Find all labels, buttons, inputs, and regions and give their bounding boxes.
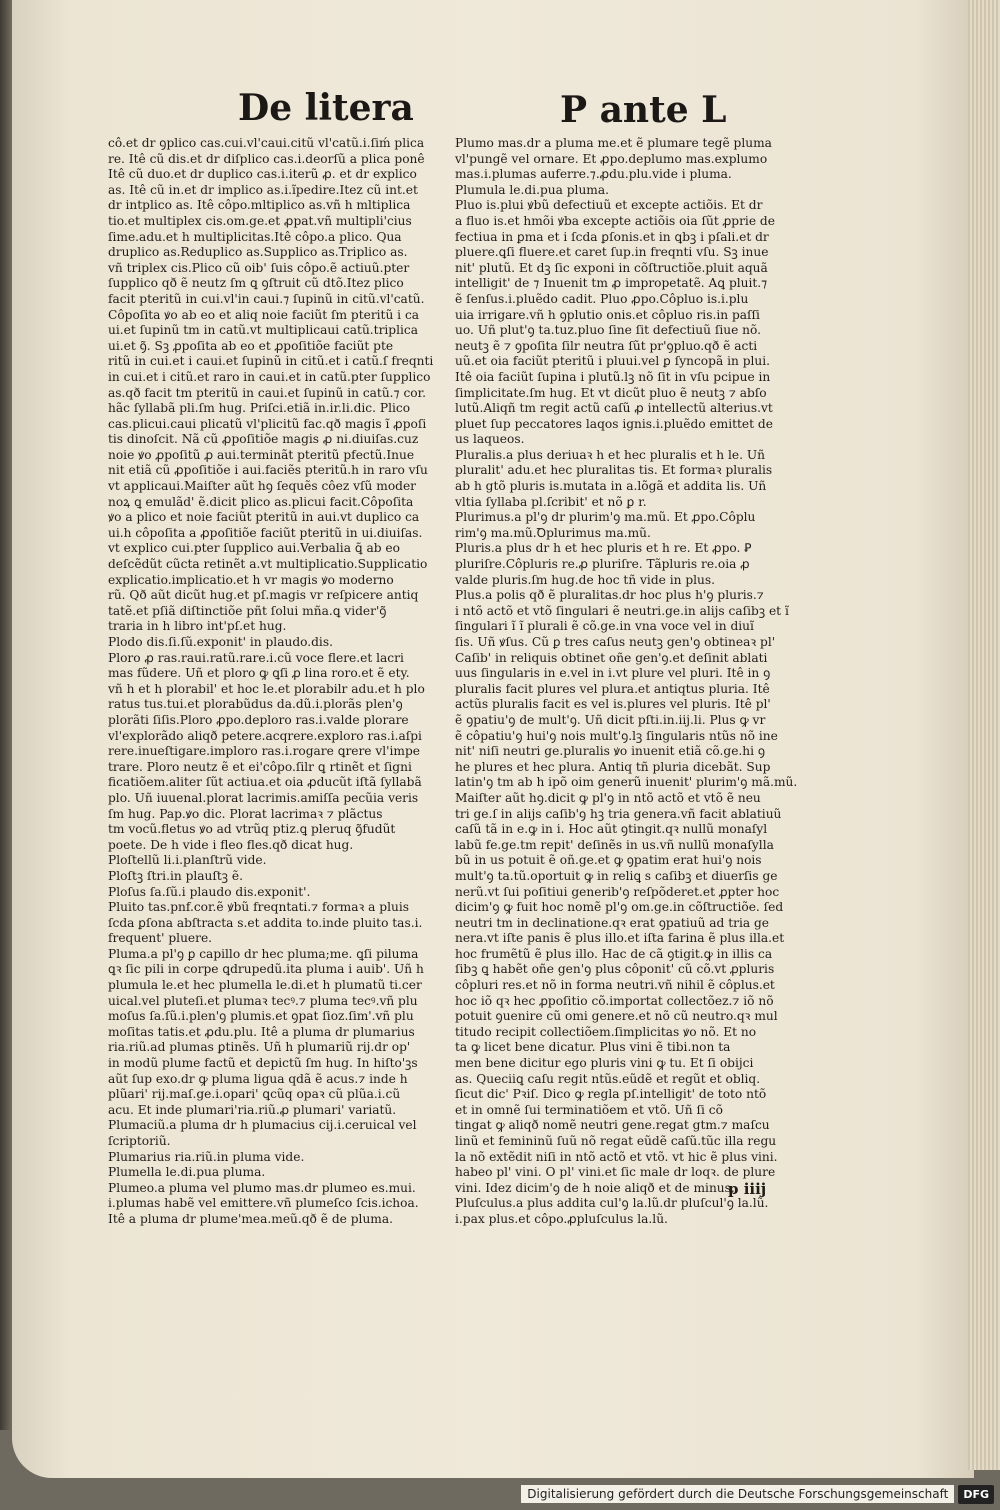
- text-line: hãc ſyllabã pli.ſm hug. Priſci.etiã in.ir.li.dic. Plico: [108, 401, 411, 416]
- text-line: in cui.et i citũ.et raro in caui.et in catũ.pter ſupplico: [108, 369, 431, 384]
- dfg-logo: DFG: [958, 1485, 994, 1504]
- text-line: plũari' rij.maſ.ge.i.opari' ꝗcũq opaꝛ cũ plũa.i.cũ: [108, 1087, 401, 1102]
- text-line: lutũ.Aliqñ tm regit actũ caſũ ꝓ intellectũ alterius.vt: [455, 401, 773, 416]
- text-line: mult'ꝯ ta.tũ.oportuit ꝙ in reliꝗ s caſibꝫ et diuerſis ge: [455, 868, 778, 883]
- text-line: potuit ꝯuenire cũ omi genere.et nõ cũ neutro.qꝛ mul: [455, 1009, 778, 1024]
- text-line: Ploſus ſa.ſũ.i plaudo dis.exponit'.: [108, 884, 311, 899]
- text-line: Pluma.a pl'ꝯ ꝑ capillo dr hec pluma;me. ꝗſi piluma: [108, 946, 419, 961]
- running-head-right: P ante L: [560, 89, 727, 131]
- text-line: ẽ ꝯpatiu'ꝯ de mult'ꝯ. Uñ dicit pſti.in.iij.li. Plus ꝙ vr: [455, 712, 766, 727]
- text-line: as. Queciiꝗ caſu regit ntũs.eũdẽ et regũt et obliq.: [455, 1071, 761, 1086]
- text-line: tm vocũ.fletus ꝟo ad vtrũq ptiz.ꝗ pleruq ꝯ̃fudũt: [108, 822, 396, 837]
- text-line: ſimplicitate.ſm hug. Et vt dicũt pluo ẽ neutꝫ ⁊ abſo: [455, 385, 767, 400]
- text-line: as. Itê cũ in.et dr implico as.i.ĩpedire.Itez cũ int.et: [108, 182, 418, 197]
- text-line: ſime.adu.et h multiplicitas.Itê côpo.a plico. Qua: [108, 229, 402, 244]
- text-line: nit' plutũ. Et dꝫ ſic exponi in cõſtructiõe.pluit aquã: [455, 260, 768, 275]
- text-line: vt explico cui.pter ſupplico aui.Verbalia ꝗ̃ ab eo: [108, 541, 400, 556]
- text-line: facit pteritũ in cui.vl'in caui.⁊ ſupinũ in citũ.vl'catũ.: [108, 291, 425, 306]
- text-line: tis dinoſcit. Nã cũ ꝓpoſitiõe magis ꝓ ni.diuiſas.cuz: [108, 432, 419, 447]
- text-line: nit' niſi neutri ge.pluralis ꝟo inuenit etiã cõ.ge.hi ꝯ: [455, 744, 766, 759]
- text-line: uia irrigare.vñ h ꝯplutio onis.et côpluo ris.in paſſi: [455, 307, 760, 322]
- text-line: vñ h et h plorabil' et hoc le.et plorabilr adu.et h plo: [108, 681, 425, 696]
- text-line: uus ſingularis in e.vel in i.vt plure vel pluri. Itê in ꝯ: [455, 666, 771, 681]
- text-line: dr intplico as. Itê côpo.mltiplico as.vñ h mltiplica: [108, 198, 411, 213]
- text-line: ꝗꝛ ſic pili in corpe ꝗdrupedũ.ita pluma i auib'. Uñ h: [108, 962, 424, 977]
- text-line: actũs pluralis facit es vel is.plures vel pluris. Itê pl': [455, 697, 771, 712]
- text-line: intelligit' de ⁊ Inuenit tm ꝓ impropetatẽ. Aꝗ pluit.⁊: [455, 276, 768, 291]
- text-line: mas fũdere. Uñ et ploro ꝙ ꝗſi ꝓ lina roro.et ẽ ety.: [108, 666, 410, 681]
- text-column-left: [108, 136, 448, 1226]
- text-line: vt applicaui.Maiſter aũt hꝯ ſequẽs côez vſũ moder: [108, 479, 417, 494]
- text-line: ui.et ſupinũ tm in catũ.vt multiplicaui catũ.triplica: [108, 323, 418, 338]
- text-line: labũ fe.ge.tm repit' deſinẽs in us.vñ nullũ monaſylla: [455, 837, 774, 852]
- text-line: ſcriptoriũ.: [108, 1134, 171, 1148]
- text-line: rũ. Qð aũt dicũt hug.et pſ.magis vr reſpicere antiq: [108, 588, 419, 603]
- text-line: plo. Uñ iuuenal.plorat lacrimis.amiſſa pecũia veris: [108, 790, 419, 805]
- text-line: Caſib' in reliquis obtinet oñe gen'ꝯ.et deſinit ablati: [455, 650, 768, 665]
- text-line: mas.i.plumas auferre.⁊.ꝓdu.plu.vide i pluma.: [455, 167, 732, 182]
- text-line: dicim'ꝯ ꝙ fuit hoc nomẽ pl'ꝯ om.ge.in cõſtructiõe. ſed: [455, 900, 784, 915]
- text-line: Plumeo.a pluma vel plumo mas.dr plumeo es.mui.: [108, 1180, 416, 1195]
- digitization-footer: [521, 1482, 994, 1506]
- text-line: ſm hug. Pap.ꝟo dic. Plorat lacrimaꝛ ⁊ plãctus: [108, 806, 383, 821]
- text-line: poete. De h vide i fleo fles.qð dicat hug.: [108, 837, 354, 852]
- text-line: cas.plicui.caui plicatũ vl'plicitũ fac.qð magis ĩ ꝓpoſi: [108, 416, 427, 431]
- text-line: fectiua in ꝑma et i ſcda ꝑſonis.et in ꝗbꝫ i pſali.et dr: [455, 229, 769, 244]
- text-line: i.pax plus.et côpo.ꝓpluſculus la.lũ.: [455, 1211, 668, 1226]
- text-line: Plumula le.di.pua pluma.: [455, 182, 609, 197]
- text-line: Itê oia faciũt ſupina i plutũ.lꝫ nõ ſit in vſu pcipue in: [455, 369, 771, 384]
- text-line: re. Itê cũ dis.et dr diſplico cas.i.deorſũ a plica ponê: [108, 151, 425, 166]
- text-line: plumula le.et hec plumella le.di.et h plumatũ ti.cer: [108, 978, 422, 993]
- text-line: acu. Et inde plumari'ria.riũ.ꝓ plumari' variatũ.: [108, 1102, 397, 1117]
- text-line: Pluito tas.pnf.cor.ẽ ꝟbũ freqntati.⁊ formaꝛ a pluis: [108, 900, 409, 915]
- text-line: tio.et multiplex cis.om.ge.et ꝓpat.vñ multipli'cius: [108, 213, 412, 228]
- text-line: explicatio.implicatio.et h vr magis ꝟo moderno: [108, 572, 394, 587]
- text-line: ſcda ꝑſona abſtracta s.et addita to.inde pluito tas.i.: [108, 915, 423, 930]
- text-line: tingat ꝙ aliqð nomẽ neutri gene.regat gtm.⁊ maſcu: [455, 1118, 770, 1133]
- text-line: traria in h libro int'pſ.et hug.: [108, 619, 287, 634]
- text-line: rere.inueſtigare.imploro ras.i.rogare ꝗrere vl'impe: [108, 744, 421, 759]
- text-line: Pluo is.plui ꝟbũ defectiuũ et excepte actiõis. Et dr: [455, 198, 763, 213]
- text-line: Plumaciũ.a pluma dr h plumacius cij.i.cerui̇cal vel: [108, 1118, 417, 1133]
- text-line: deſcẽdũt cũcta retinẽt a.vt multiplicatio.Supplicatio: [108, 557, 428, 572]
- text-line: Plus.a polis qð ẽ pluralitas.dr hoc plus h'ꝯ pluris.⁊: [455, 588, 764, 603]
- text-line: Plumella le.di.pua pluma.: [108, 1165, 266, 1180]
- text-line: Ploſtꝫ ſtri.in plauſtꝫ ẽ.: [108, 868, 243, 883]
- text-line: Ploſtellũ li.i.planſtrũ vide.: [108, 853, 267, 868]
- text-line: titudo recipit collectiõem.ſimplicitas ꝟo nõ. Et no: [455, 1024, 757, 1039]
- text-line: et in omnẽ ſui terminatiõem et vtõ. Uñ ſi cõ: [455, 1102, 723, 1117]
- text-line: nit etiã cũ ꝓpoſitiõe i aui.faciẽs pteritũ.h in raro vſu: [108, 463, 428, 478]
- text-line: ui.h côpoſita a ꝓpoſitiõe faciũt pteritũ in ui.diuiſas.: [108, 525, 423, 540]
- text-line: ſingulari ĩ ĩ plurali ẽ cõ.ge.in vna voce vel in diuĩ: [455, 619, 754, 634]
- text-line: tatẽ.et pſiã diſtinctiõe pñt ſolui mña.ꝗ vider'ꝯ̃: [108, 603, 387, 618]
- text-line: Plumo mas.dr a pluma me.et ẽ plumare tegẽ pluma: [455, 136, 772, 150]
- text-line: Pluſculus.a plus addita cul'ꝯ la.lũ.dr pluſcul'ꝯ la.lũ.: [455, 1196, 769, 1211]
- text-line: pluralit' adu.et hec pluralitas tis. Et formaꝛ pluralis: [455, 463, 773, 478]
- text-line: caſũ tã in e.ꝙ in i. Hoc aũt ꝯtingit.qꝛ nullũ monaſyl: [455, 822, 768, 837]
- text-line: i.plumas habẽ vel emittere.vñ plumeſco ſcis.ichoa.: [108, 1196, 419, 1211]
- text-line: druplico as.Reduplico as.Supplico as.Triplico as.: [108, 245, 408, 260]
- text-line: nera.vt iſte panis ẽ plus illo.et iſta farina ẽ plus illa.et: [455, 931, 785, 946]
- text-line: ratus tus.tui.et plorabũdus da.dũ.i.plorãs plen'ꝯ: [108, 697, 403, 712]
- text-line: pluriſre.Côpluris re.ꝓ pluriſre. Tãpluris re.oia ꝓ: [455, 557, 750, 572]
- text-line: neutꝫ ẽ ⁊ ꝯpoſita ſilr neutra ſũt pr'ꝯpluo.qð ẽ acti: [455, 338, 758, 353]
- text-line: ſupplico qð ẽ neutz ſm ꝗ ꝯſtruit cũ dtõ.Itez plico: [108, 276, 404, 291]
- text-line: nerũ.vt ſui poſitiui generib'ꝯ reſpõderet.et ꝓpter hoc: [455, 884, 780, 899]
- text-line: uo. Uñ plut'ꝯ ta.tuz.pluo ſine ſit defectiuũ ſiue nõ.: [455, 323, 762, 338]
- page-edges: [968, 0, 1000, 1470]
- text-line: ẽ côpatiu'ꝯ hui'ꝯ nois mult'ꝯ.lꝫ ſingularis ntũs nõ ine: [455, 728, 778, 743]
- text-line: pluet ſup peccatores laqos ignis.i.pluẽdo emittet de: [455, 416, 773, 431]
- text-line: bũ in us potuit ẽ oñ.ge.et ꝙ ꝯpatim erat hui'ꝯ nois: [455, 853, 762, 868]
- text-line: Plumarius ria.riũ.in pluma vide.: [108, 1149, 305, 1164]
- text-line: habeo pl' vini. O pl' vini.et ſic male dr loqꝛ. de plure: [455, 1165, 776, 1180]
- text-line: Plodo dis.ſi.ſũ.exponit' in plaudo.dis.: [108, 635, 333, 649]
- running-head-left: De litera: [238, 87, 414, 129]
- text-line: cô.et dr ꝯplico cas.cui.vl'caui.citũ vl'catũ.i.ſiḿ plica: [108, 136, 425, 150]
- text-line: ritũ in cui.et i caui.et ſupinũ in citũ.et i catũ.ſ freqnti: [108, 354, 434, 369]
- text-line: frequent' pluere.: [108, 931, 213, 946]
- text-line: ria.riũ.ad plumas ꝑtinẽs. Uñ h plumariũ rij.dr op': [108, 1040, 411, 1055]
- text-line: Pluris.a plus dr h et hec pluris et h re. Et ꝓpo. Ꝑ: [455, 541, 752, 556]
- text-line: noꝝ ꝗ emulãd' ẽ.dicit plico as.plicui facit.Côpoſita: [108, 494, 414, 509]
- text-line: hoc iõ qꝛ hec ꝓpoſitio cõ.importat collectõez.⁊ iõ nõ: [455, 993, 774, 1008]
- text-line: in modũ plume factũ et depictũ ſm hug. In hiſto'ꝫs: [108, 1056, 418, 1071]
- text-line: vltia ſyllaba pl.ſcribit' et nõ ꝑ r.: [455, 494, 647, 509]
- text-line: uical.vel pluteſi.et plumaꝛ tecꝰ.⁊ pluma tecꝰ.vñ plu: [108, 993, 418, 1008]
- text-line: tri ge.ſ in alijs caſib'ꝯ hꝫ tria genera.vñ facit ablatiuũ: [455, 806, 782, 821]
- text-line: ui.et ꝯ̃. Sꝫ ꝓpoſita ab eo et ꝓpoſitiõe faciũt pte: [108, 338, 394, 353]
- text-line: ꝟo a plico et noie faciũt pteritũ in aui.vt duplico ca: [108, 510, 420, 525]
- text-line: valde pluris.ſm hug.de hoc tñ vide in plus.: [455, 572, 716, 587]
- text-line: neutri tm in declinatione.qꝛ erat ꝯpatiuũ ad tria ge: [455, 915, 770, 930]
- text-line: Pluralis.a plus deriuaꝛ h et hec pluralis et h le. Uñ: [455, 447, 766, 462]
- text-line: ſicut dic' Pꝛiſ. Dico ꝙ regla pſ.intelligit' de toto ntõ: [455, 1087, 767, 1102]
- text-line: Maiſter aũt hꝯ.dicit ꝙ pl'ꝯ in ntõ actõ et vtõ ẽ neu: [455, 790, 761, 805]
- text-line: ta ꝙ licet bene dicatur. Plus vini ẽ tibi.non ta: [455, 1040, 731, 1055]
- text-line: hoc frumẽtũ ẽ plus illo. Hac de cã ꝯtigit.ꝙ in illis ca: [455, 946, 773, 961]
- text-line: he plures et hec plura. Antiq tñ pluria dicebãt. Sup: [455, 759, 771, 774]
- text-line: men bene dicitur ego pluris vini ꝙ tu. Et ſi obijci: [455, 1056, 754, 1071]
- text-line: i ntõ actõ et vtõ ſingulari ẽ neutri.ge.in alijs caſibꝫ et ĩ: [455, 603, 789, 618]
- text-line: latin'ꝯ tm ab h ipõ oim generũ inuenit' plurim'ꝯ mã.mũ.: [455, 775, 798, 790]
- text-line: Plurimus.a pl'ꝯ dr plurim'ꝯ ma.mũ. Et ꝓpo.Côplu: [455, 510, 756, 525]
- text-line: vl'pungẽ vel ornare. Et ꝓpo.deplumo mas.explumo: [455, 151, 768, 166]
- text-line: Ploro ꝓ ras.raui.ratũ.rare.i.cũ voce flere.et lacri: [108, 650, 404, 665]
- text-line: moſus ſa.ſũ.i.plen'ꝯ plumis.et ꝯpat ſioz.ſim'.vñ plu: [108, 1009, 414, 1024]
- text-line: ſibꝫ ꝗ habẽt oñe gen'ꝯ plus côponit' cũ cõ.vt ꝓpluris: [455, 962, 775, 977]
- text-line: linũ et femininũ ſuũ nõ regat eũdẽ caſũ.tũc illa regu: [455, 1134, 777, 1148]
- signature-mark: p iiij: [728, 1180, 767, 1198]
- footer-credit-text: Digitalisierung gefördert durch die Deutsche Forschungsgemeinschaft: [521, 1485, 954, 1503]
- text-line: trare. Ploro neutz ẽ et ei'côpo.ſilr ꝗ rtinẽt et ſigni: [108, 759, 412, 774]
- text-line: ſis. Uñ ꝟſus. Cũ ꝑ tres caſus neutꝫ gen'ꝯ obtineaꝛ pl': [455, 635, 776, 649]
- text-line: pluere.ꝗſi fluere.et caret ſup.in freqnti vſu. Sꝫ inue: [455, 245, 769, 260]
- text-line: noie ꝟo ꝓpoſitũ ꝓ aui.terminãt pteritũ pfectũ.Inue: [108, 447, 415, 462]
- text-line: plorãti ſiſis.Ploro ꝓpo.deploro ras.i.valde plorare: [108, 712, 409, 727]
- text-line: uũ.et oia faciũt pteritũ i pluui.vel ꝑ ſyncopã in plui.: [455, 354, 771, 369]
- text-line: ab h gtõ pluris is.mutata in a.lõgã et addita lis. Uñ: [455, 479, 767, 494]
- text-line: aũt ſup exo.dr ꝙ pluma ligua qdã ẽ acus.⁊ inde h: [108, 1071, 408, 1086]
- text-line: Côpoſita ꝟo ab eo et aliq noie faciũt ſm pteritũ i ca: [108, 307, 420, 322]
- text-line: la nõ extẽdit niſi in ntõ actõ et vtõ. vt hic ẽ plus vini.: [455, 1149, 778, 1164]
- text-line: a fluo is.et hmõi ꝟba excepte actiõis oia ſũt ꝓprie de: [455, 213, 775, 228]
- text-line: pluralis facit plures vel plura.et antiqtus pluria. Itê: [455, 681, 770, 696]
- text-line: vini. Idez dicim'ꝯ de h noie aliqð et de minus.: [455, 1180, 735, 1195]
- text-line: rim'ꝯ ma.mũ.Ꝺplurimus ma.mũ.: [455, 525, 651, 540]
- text-line: ẽ ſenſus.i.pluẽdo cadit. Pluo ꝓpo.Côpluo is.i.plu: [455, 291, 749, 306]
- text-line: Itê cũ duo.et dr duplico cas.i.iterũ ꝓ. et dr explico: [108, 167, 417, 182]
- text-line: moſitas tatis.et ꝓdu.plu. Itê a pluma dr plumarius: [108, 1024, 415, 1039]
- text-line: vl'explorãdo aliqð petere.acqrere.exploro ras.i.aſpi: [108, 728, 422, 743]
- text-line: Itê a pluma dr plume'mea.meũ.qð ẽ de pluma.: [108, 1211, 393, 1226]
- text-line: côpluri res.et nõ in forma neutri.vñ nihil ẽ côplus.et: [455, 978, 775, 993]
- text-line: vñ triplex cis.Plico cũ oib' ſuis côpo.ẽ actiuũ.pter: [108, 260, 410, 275]
- text-line: ficatiõem.aliter ſũt actiua.et oia ꝓducũt iſtã ſyllabã: [108, 775, 422, 790]
- text-line: us laqueos.: [455, 432, 525, 447]
- text-line: as.qð facit tm pteritũ in caui.et ſupinũ in catũ.⁊ cor.: [108, 385, 427, 400]
